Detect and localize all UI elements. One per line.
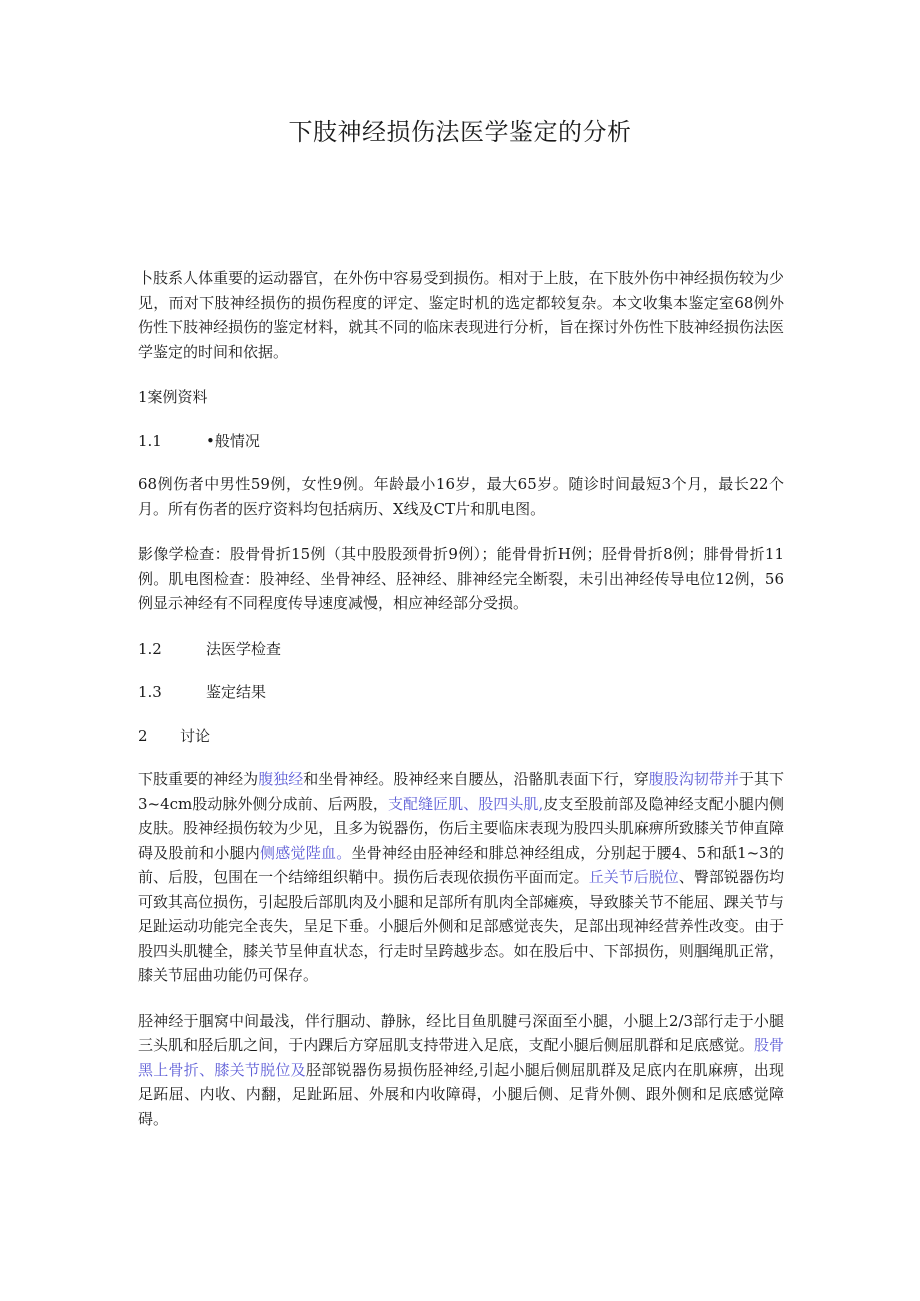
discussion-1-text-4: 皮支至股前部及隐神经支配小腿内侧皮肤。股神经损伤较为少见，且多为锐器伤，伤后主要临床表现为股四头肌麻痹所致膝关节伸直障碍及股前和小腿内 [138, 794, 784, 862]
discussion-1-text-3: 于其下3~4cm股动脉外侧分成前、后两股， [138, 770, 784, 813]
discussion-paragraph-1 [138, 767, 784, 988]
subsection-1-1-number: 1.1 [138, 431, 162, 450]
link-inguinal-ligament[interactable]: 腹股沟韧带并 [648, 770, 739, 788]
discussion-1-text-1: 下肢重要的神经为 [138, 770, 259, 788]
link-femoral-nerve[interactable]: 腹独经 [258, 770, 304, 788]
section-1-heading: 1案例资料 [138, 388, 208, 406]
link-hip-dislocation[interactable]: 丘关节后脱位 [588, 868, 679, 886]
imaging-paragraph: 影像学检查：股骨骨折15例（其中股股颈骨折9例）；能骨骨折H例；胫骨骨折8例；腓骨骨折11例。肌电图检查：股神经、坐骨神经、胫神经、腓神经完全断裂，未引出神经传导电位12例，56例显示神经有不同程度传导速度减慢，相应神经部分受损。 [138, 545, 784, 612]
link-sartorius-quadriceps[interactable]: 支配缝匠肌、股四头肌, [387, 794, 544, 813]
document-title: 下肢神经损伤法医学鉴定的分析 [288, 118, 632, 146]
discussion-1-text-6: 、臀部锐器伤均可致其高位损伤，引起股后部肌肉及小腿和足部所有肌肉全部瘫痪，导致膝关节不能屈、踝关节与足趾运动功能完全丧失，呈足下垂。小腿后外侧和足部感觉丧失，足部出现神经营养性改变。由于股四头肌犍全，膝关节呈伸直状态，行走时呈跨越步态。如在股后中、下部损伤，则腘绳肌正常，膝关节屈曲功能仍可保存。 [138, 868, 784, 984]
link-sensory-disorder[interactable]: 侧感觉陛血。 [260, 843, 352, 862]
subsection-1-1-heading [138, 429, 784, 454]
section-2-heading [138, 724, 784, 749]
subsection-1-2-number: 1.2 [138, 639, 162, 658]
subsection-1-3-number: 1.3 [138, 683, 162, 701]
section-2-number: 2 [138, 726, 148, 745]
intro-paragraph: 卜肢系人体重要的运动器官，在外伤中容易受到损伤。相对于上肢，在下肢外伤中神经损伤较为少见，而对下肢神经损伤的损伤程度的评定、鉴定时机的选定都较复杂。本文收集本鉴定室68例外伤性下肢神经损伤的鉴定材料，就其不同的临床表现进行分析，旨在探讨外伤性下肢神经损伤法医学鉴定的时间和依据。 [138, 269, 784, 361]
discussion-1-text-2: 和坐骨神经。股神经来自腰丛，沿骼肌表面下行，穿 [303, 770, 649, 788]
discussion-2-text-1: 胫神经于腘窝中间最浅，伴行腘动、静脉，经比目鱼肌腱弓深面至小腿，小腿上2/3部行走于小腿三头肌和胫后肌之间，于内踝后方穿屈肌支持带进入足底，支配小腿后侧屈肌群和足底感觉。 [138, 1011, 784, 1054]
subsection-1-1-title: •般情况 [206, 431, 260, 450]
discussion-paragraph-2 [138, 1009, 784, 1132]
subsection-1-2-title: 法医学检查 [206, 639, 282, 658]
link-femur-knee-injury[interactable]: 股骨黑上骨折、膝关节脱位及 [138, 1036, 784, 1079]
discussion-2-text-2: 胫部锐器伤易损伤胫神经,引起小腿后侧屈肌群及足底内在肌麻痹，出现足跖屈、内收、内翻，足趾跖屈、外展和内收障碍，小腿后侧、足背外侧、跟外侧和足底感觉障碍。 [138, 1060, 784, 1128]
subsection-1-2-heading [138, 637, 784, 662]
subsection-1-3-heading [138, 680, 784, 705]
document-body [138, 266, 784, 1152]
section-2-title: 讨论 [180, 726, 211, 745]
subsection-1-3-title: 鉴定结果 [206, 683, 267, 701]
discussion-1-text-5: 坐骨神经由胫神经和腓总神经组成，分别起于腰4、5和舐1~3的前、后股，包围在一个结缔组织鞘中。损伤后表现依损伤平面而定。 [138, 843, 784, 886]
general-info-paragraph: 68例伤者中男性59例，女性9例。年龄最小16岁，最大65岁。随诊时间最短3个月，最长22个月。所有伤者的医疗资料均包括病历、X线及CT片和肌电图。 [138, 475, 784, 518]
